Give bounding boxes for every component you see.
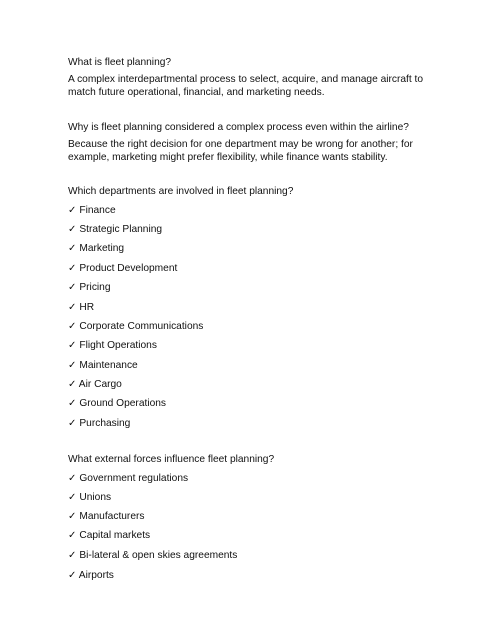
list-item: ✓ Airports	[68, 570, 114, 581]
list-item: ✓ Government regulations	[68, 473, 189, 484]
answer-fleet-planning	[68, 73, 428, 99]
list-item: ✓ HR	[68, 302, 95, 313]
answer-line: A complex interdepartmental process to select, acquire, and manage aircraft to	[68, 74, 424, 85]
list-item: ✓ Pricing	[68, 282, 111, 293]
list-item: ✓ Maintenance	[68, 360, 138, 371]
question-external-forces: What external forces influence fleet planning?	[68, 454, 275, 465]
list-item: ✓ Product Development	[68, 263, 178, 274]
list-item: ✓ Strategic Planning	[68, 224, 163, 235]
answer-complexity	[68, 138, 428, 164]
list-item: ✓ Flight Operations	[68, 340, 157, 351]
question-departments: Which departments are involved in fleet planning?	[68, 186, 294, 197]
answer-line: Because the right decision for one department may be wrong for another; for	[68, 139, 413, 150]
list-item: ✓ Capital markets	[68, 530, 151, 541]
question-complexity: Why is fleet planning considered a complex process even within the airline?	[68, 122, 409, 133]
list-item: ✓ Corporate Communications	[68, 321, 204, 332]
list-item: ✓ Ground Operations	[68, 398, 167, 409]
list-item: ✓ Marketing	[68, 243, 125, 254]
list-item: ✓ Purchasing	[68, 418, 131, 429]
answer-line: example, marketing might prefer flexibility, while finance wants stability.	[68, 152, 388, 163]
answer-line: match future operational, financial, and marketing needs.	[68, 87, 325, 98]
question-fleet-planning: What is fleet planning?	[68, 57, 172, 68]
list-item: ✓ Manufacturers	[68, 511, 145, 522]
list-item: ✓ Bi-lateral & open skies agreements	[68, 550, 238, 561]
list-item: ✓ Air Cargo	[68, 379, 122, 390]
list-item: ✓ Finance	[68, 205, 116, 216]
list-item: ✓ Unions	[68, 492, 112, 503]
